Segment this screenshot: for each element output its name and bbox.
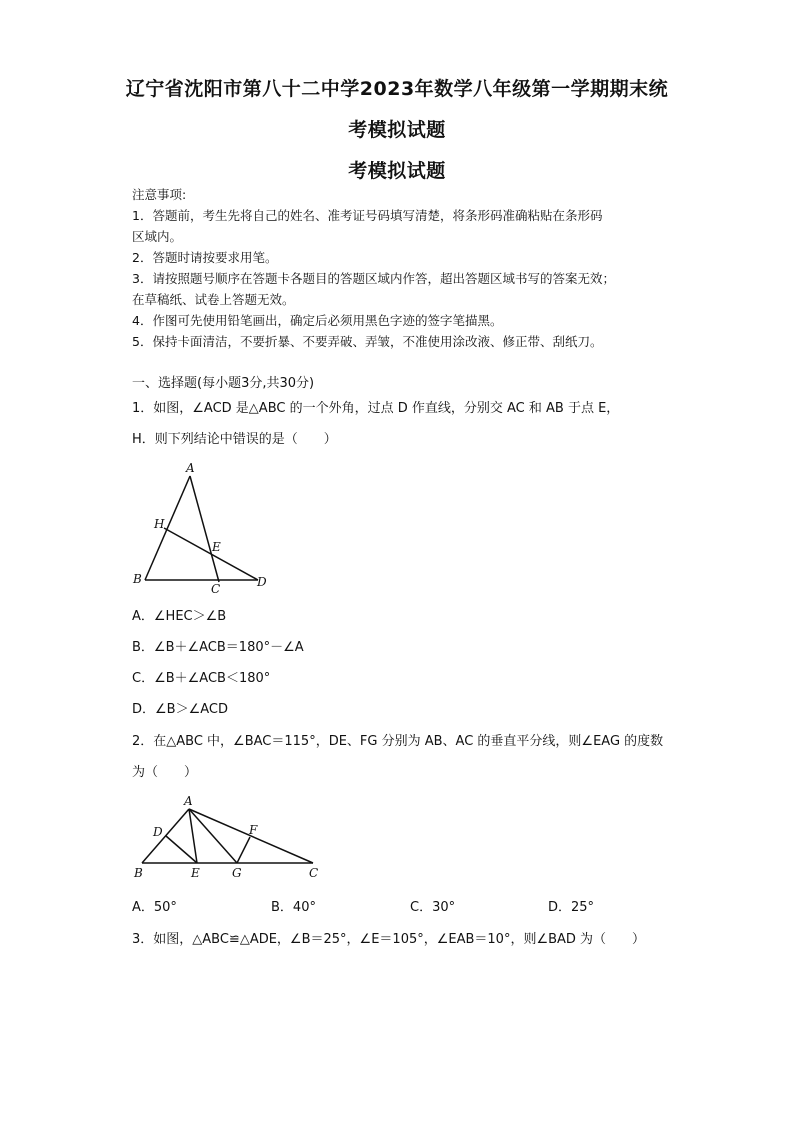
q2-text-line1: 2．在△ABC 中，∠BAC＝115°，DE、FG 分别为 AB、AC 的垂直平分线，则∠EAG 的度数 xyxy=(132,734,664,749)
q1-option-c: C．∠B＋∠ACB＜180° xyxy=(132,671,271,686)
notice-line-5: 在草稿纸、试卷上答题无效。 xyxy=(132,292,295,307)
q1-triangle-figure xyxy=(128,458,288,598)
doc-title-line2: 考模拟试题 xyxy=(348,119,446,141)
q2-option-b: B．40° xyxy=(271,900,316,915)
q2-label-E: E xyxy=(191,866,200,880)
q1-option-a: A．∠HEC＞∠B xyxy=(132,609,227,624)
q1-text-line1: 1．如图，∠ACD 是△ABC 的一个外角，过点 D 作直线，分别交 AC 和 AB 于点 E， xyxy=(132,401,620,416)
q2-label-G: G xyxy=(232,866,242,880)
notice-line-3: 2．答题时请按要求用笔。 xyxy=(132,250,278,265)
notice-line-6: 4．作图可先使用铅笔画出，确定后必须用黑色字迹的签字笔描黑。 xyxy=(132,313,503,328)
q2-text-line2: 为（ ） xyxy=(132,765,198,780)
doc-title-line3: 考模拟试题 xyxy=(348,160,446,182)
doc-title-line1: 辽宁省沈阳市第八十二中学2023年数学八年级第一学期期末统 xyxy=(125,78,669,100)
notice-line-2: 区域内。 xyxy=(132,229,183,244)
q1-label-A: A xyxy=(186,461,195,475)
q3-text-line1: 3．如图，△ABC≌△ADE，∠B＝25°，∠E＝105°，∠EAB＝10°，则∠BAD 为（ ） xyxy=(132,932,646,947)
notice-heading: 注意事项: xyxy=(132,187,187,202)
q1-option-d: D．∠B＞∠ACD xyxy=(132,702,228,717)
notice-line-1: 1．答题前，考生先将自己的姓名、准考证号码填写清楚，将条形码准确粘贴在条形码 xyxy=(132,208,603,223)
q1-label-E: E xyxy=(212,540,221,554)
q2-label-C: C xyxy=(309,866,319,880)
q2-label-B: B xyxy=(134,866,143,880)
q1-label-C: C xyxy=(211,582,221,596)
q1-label-D: D xyxy=(257,575,267,589)
q1-text-line2: H．则下列结论中错误的是（ ） xyxy=(132,432,337,447)
q2-triangle-figure xyxy=(128,792,328,882)
q1-option-b: B．∠B＋∠ACB＝180°－∠A xyxy=(132,640,304,655)
q2-option-c: C．30° xyxy=(410,900,456,915)
q1-label-H: H xyxy=(154,517,165,531)
notice-line-4: 3．请按照题号顺序在答题卡各题目的答题区域内作答，超出答题区域书写的答案无效； xyxy=(132,271,615,286)
q2-option-a: A．50° xyxy=(132,900,177,915)
q1-label-B: B xyxy=(133,572,142,586)
q2-option-d: D．25° xyxy=(548,900,595,915)
q2-label-F: F xyxy=(249,823,258,837)
q2-label-A: A xyxy=(184,794,193,808)
section-heading: 一、选择题(每小题3分,共30分) xyxy=(132,376,315,391)
q2-label-D: D xyxy=(153,825,163,839)
notice-line-7: 5．保持卡面清洁，不要折暴、不要弄破、弄皱，不准使用涂改液、修正带、刮纸刀。 xyxy=(132,334,603,349)
